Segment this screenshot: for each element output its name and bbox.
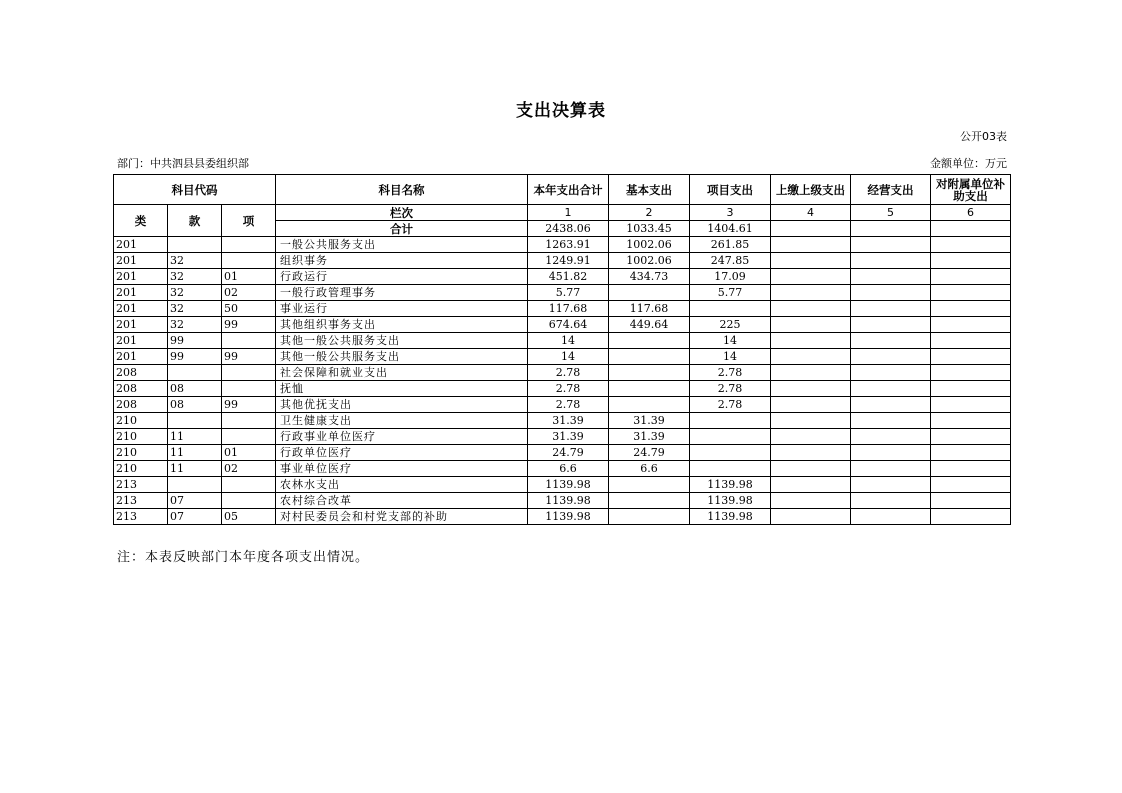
cell-total: 451.82 — [528, 269, 609, 285]
cell-name: 其他组织事务支出 — [276, 317, 528, 333]
unit-label: 金额单位：万元 — [930, 157, 1007, 170]
footnote: 注：本表反映部门本年度各项支出情况。 — [117, 550, 370, 565]
cell-kuan: 99 — [168, 333, 222, 349]
cell-kuan: 32 — [168, 285, 222, 301]
cell-total: 24.79 — [528, 445, 609, 461]
header-total: 本年支出合计 — [528, 175, 609, 205]
cell-name: 行政运行 — [276, 269, 528, 285]
cell-lei: 213 — [114, 477, 168, 493]
cell-total: 674.64 — [528, 317, 609, 333]
cell-total: 1249.91 — [528, 253, 609, 269]
cell-xiang — [222, 253, 276, 269]
cell-kuan: 99 — [168, 349, 222, 365]
cell-xiang — [222, 333, 276, 349]
empty-cell — [851, 301, 931, 317]
empty-cell — [851, 365, 931, 381]
cell-xiang — [222, 365, 276, 381]
empty-cell — [931, 349, 1011, 365]
cell-basic — [609, 493, 690, 509]
empty-cell — [771, 317, 851, 333]
cell-kuan: 08 — [168, 381, 222, 397]
col-number: 5 — [851, 205, 931, 221]
empty-cell — [851, 493, 931, 509]
cell-total: 14 — [528, 333, 609, 349]
header-project: 项目支出 — [690, 175, 771, 205]
empty-cell — [771, 413, 851, 429]
empty-cell — [931, 397, 1011, 413]
empty-cell — [851, 413, 931, 429]
total-project: 1404.61 — [690, 221, 771, 237]
empty-cell — [771, 221, 851, 237]
cell-project: 1139.98 — [690, 509, 771, 525]
cell-xiang — [222, 381, 276, 397]
empty-cell — [771, 397, 851, 413]
cell-xiang: 99 — [222, 349, 276, 365]
cell-xiang — [222, 477, 276, 493]
table-row — [114, 317, 1011, 333]
empty-cell — [771, 477, 851, 493]
cell-lei: 208 — [114, 365, 168, 381]
cell-total: 6.6 — [528, 461, 609, 477]
empty-cell — [931, 413, 1011, 429]
empty-cell — [851, 477, 931, 493]
empty-cell — [931, 253, 1011, 269]
cell-xiang — [222, 429, 276, 445]
header-xiang: 项 — [222, 205, 276, 237]
cell-kuan: 11 — [168, 429, 222, 445]
cell-project: 1139.98 — [690, 493, 771, 509]
cell-project: 247.85 — [690, 253, 771, 269]
table-row — [114, 509, 1011, 525]
empty-cell — [851, 221, 931, 237]
table-row — [114, 445, 1011, 461]
empty-cell — [771, 381, 851, 397]
empty-cell — [851, 381, 931, 397]
empty-cell — [931, 445, 1011, 461]
cell-lei: 201 — [114, 253, 168, 269]
cell-lei: 201 — [114, 317, 168, 333]
cell-total: 2.78 — [528, 365, 609, 381]
cell-basic — [609, 285, 690, 301]
empty-cell — [771, 285, 851, 301]
cell-lei: 210 — [114, 413, 168, 429]
cell-kuan: 32 — [168, 269, 222, 285]
empty-cell — [931, 509, 1011, 525]
cell-name: 事业运行 — [276, 301, 528, 317]
cell-name: 行政事业单位医疗 — [276, 429, 528, 445]
empty-cell — [771, 509, 851, 525]
cell-total: 31.39 — [528, 429, 609, 445]
empty-cell — [771, 269, 851, 285]
table-row — [114, 413, 1011, 429]
empty-cell — [931, 477, 1011, 493]
total-label: 合计 — [276, 221, 528, 237]
cell-kuan: 32 — [168, 317, 222, 333]
table-row — [114, 493, 1011, 509]
empty-cell — [771, 461, 851, 477]
total-total: 2438.06 — [528, 221, 609, 237]
cell-total: 1139.98 — [528, 477, 609, 493]
department-label: 部门：中共泗县县委组织部 — [117, 157, 249, 170]
empty-cell — [851, 317, 931, 333]
table-row — [114, 381, 1011, 397]
cell-basic: 6.6 — [609, 461, 690, 477]
cell-total: 1139.98 — [528, 509, 609, 525]
cell-xiang — [222, 413, 276, 429]
table-row — [114, 285, 1011, 301]
empty-cell — [851, 285, 931, 301]
cell-project — [690, 461, 771, 477]
header-basic: 基本支出 — [609, 175, 690, 205]
cell-name: 农村综合改革 — [276, 493, 528, 509]
header-row-2 — [114, 205, 1011, 221]
cell-xiang: 50 — [222, 301, 276, 317]
cell-lei: 201 — [114, 333, 168, 349]
cell-xiang: 99 — [222, 397, 276, 413]
cell-project — [690, 429, 771, 445]
cell-kuan: 11 — [168, 445, 222, 461]
cell-total: 1263.91 — [528, 237, 609, 253]
table-row — [114, 429, 1011, 445]
empty-cell — [851, 445, 931, 461]
cell-total: 2.78 — [528, 397, 609, 413]
cell-basic — [609, 477, 690, 493]
header-row-1 — [114, 175, 1011, 205]
empty-cell — [931, 333, 1011, 349]
col-number: 1 — [528, 205, 609, 221]
empty-cell — [931, 221, 1011, 237]
cell-lei: 210 — [114, 429, 168, 445]
empty-cell — [771, 365, 851, 381]
header-subsidy: 对附属单位补助支出 — [931, 175, 1011, 205]
form-code: 公开03表 — [960, 130, 1007, 143]
empty-cell — [771, 445, 851, 461]
table-row — [114, 301, 1011, 317]
cell-lei: 201 — [114, 237, 168, 253]
cell-name: 卫生健康支出 — [276, 413, 528, 429]
empty-cell — [851, 461, 931, 477]
cell-project — [690, 301, 771, 317]
empty-cell — [931, 317, 1011, 333]
empty-cell — [851, 333, 931, 349]
empty-cell — [931, 269, 1011, 285]
cell-xiang — [222, 493, 276, 509]
cell-project: 14 — [690, 333, 771, 349]
empty-cell — [931, 429, 1011, 445]
cell-xiang: 05 — [222, 509, 276, 525]
empty-cell — [931, 381, 1011, 397]
cell-name: 行政单位医疗 — [276, 445, 528, 461]
cell-basic — [609, 365, 690, 381]
cell-name: 事业单位医疗 — [276, 461, 528, 477]
empty-cell — [771, 333, 851, 349]
empty-cell — [851, 429, 931, 445]
empty-cell — [771, 429, 851, 445]
expenditure-table — [113, 174, 1011, 525]
cell-lei: 208 — [114, 381, 168, 397]
cell-name: 农林水支出 — [276, 477, 528, 493]
empty-cell — [931, 301, 1011, 317]
cell-basic: 24.79 — [609, 445, 690, 461]
header-lanci: 栏次 — [276, 205, 528, 221]
cell-name: 其他一般公共服务支出 — [276, 349, 528, 365]
empty-cell — [771, 493, 851, 509]
cell-kuan — [168, 365, 222, 381]
col-number: 3 — [690, 205, 771, 221]
cell-basic: 31.39 — [609, 429, 690, 445]
cell-basic: 434.73 — [609, 269, 690, 285]
header-lei: 类 — [114, 205, 168, 237]
empty-cell — [771, 349, 851, 365]
cell-lei: 201 — [114, 285, 168, 301]
cell-basic: 117.68 — [609, 301, 690, 317]
empty-cell — [931, 237, 1011, 253]
empty-cell — [931, 365, 1011, 381]
table-row — [114, 349, 1011, 365]
table-row — [114, 237, 1011, 253]
cell-kuan — [168, 477, 222, 493]
header-name: 科目名称 — [276, 175, 528, 205]
cell-kuan: 32 — [168, 253, 222, 269]
cell-project: 261.85 — [690, 237, 771, 253]
cell-basic — [609, 381, 690, 397]
header-code-group: 科目代码 — [114, 175, 276, 205]
table-row — [114, 365, 1011, 381]
table-row — [114, 269, 1011, 285]
empty-cell — [851, 269, 931, 285]
cell-basic: 1002.06 — [609, 253, 690, 269]
empty-cell — [771, 237, 851, 253]
cell-basic: 449.64 — [609, 317, 690, 333]
cell-total: 14 — [528, 349, 609, 365]
cell-basic — [609, 397, 690, 413]
cell-kuan: 11 — [168, 461, 222, 477]
cell-xiang: 01 — [222, 445, 276, 461]
col-number: 2 — [609, 205, 690, 221]
cell-lei: 201 — [114, 349, 168, 365]
cell-kuan — [168, 413, 222, 429]
col-number: 6 — [931, 205, 1011, 221]
cell-kuan: 07 — [168, 493, 222, 509]
cell-name: 其他一般公共服务支出 — [276, 333, 528, 349]
col-number: 4 — [771, 205, 851, 221]
cell-lei: 208 — [114, 397, 168, 413]
cell-lei: 210 — [114, 461, 168, 477]
cell-basic — [609, 333, 690, 349]
table-row — [114, 253, 1011, 269]
cell-project: 2.78 — [690, 381, 771, 397]
cell-project: 5.77 — [690, 285, 771, 301]
cell-lei: 201 — [114, 269, 168, 285]
empty-cell — [851, 237, 931, 253]
table-row — [114, 461, 1011, 477]
table-row — [114, 397, 1011, 413]
cell-basic — [609, 349, 690, 365]
header-kuan: 款 — [168, 205, 222, 237]
table-row — [114, 333, 1011, 349]
cell-basic: 1002.06 — [609, 237, 690, 253]
cell-total: 5.77 — [528, 285, 609, 301]
cell-total: 31.39 — [528, 413, 609, 429]
cell-project: 1139.98 — [690, 477, 771, 493]
cell-xiang — [222, 237, 276, 253]
cell-project — [690, 445, 771, 461]
empty-cell — [851, 253, 931, 269]
cell-total: 1139.98 — [528, 493, 609, 509]
empty-cell — [851, 397, 931, 413]
cell-kuan: 32 — [168, 301, 222, 317]
cell-project: 14 — [690, 349, 771, 365]
cell-kuan — [168, 237, 222, 253]
cell-name: 抚恤 — [276, 381, 528, 397]
cell-kuan: 07 — [168, 509, 222, 525]
cell-xiang: 01 — [222, 269, 276, 285]
empty-cell — [931, 285, 1011, 301]
total-basic: 1033.45 — [609, 221, 690, 237]
empty-cell — [851, 509, 931, 525]
cell-project: 17.09 — [690, 269, 771, 285]
header-business: 经营支出 — [851, 175, 931, 205]
cell-kuan: 08 — [168, 397, 222, 413]
cell-project: 2.78 — [690, 365, 771, 381]
empty-cell — [851, 349, 931, 365]
cell-total: 117.68 — [528, 301, 609, 317]
cell-xiang: 02 — [222, 461, 276, 477]
cell-xiang: 99 — [222, 317, 276, 333]
cell-name: 一般行政管理事务 — [276, 285, 528, 301]
empty-cell — [931, 493, 1011, 509]
cell-lei: 201 — [114, 301, 168, 317]
page-title: 支出决算表 — [516, 101, 606, 121]
cell-lei: 213 — [114, 509, 168, 525]
cell-basic — [609, 509, 690, 525]
cell-name: 一般公共服务支出 — [276, 237, 528, 253]
cell-name: 社会保障和就业支出 — [276, 365, 528, 381]
empty-cell — [931, 461, 1011, 477]
cell-project: 225 — [690, 317, 771, 333]
empty-cell — [771, 301, 851, 317]
header-upper: 上缴上级支出 — [771, 175, 851, 205]
cell-lei: 213 — [114, 493, 168, 509]
cell-name: 其他优抚支出 — [276, 397, 528, 413]
cell-name: 组织事务 — [276, 253, 528, 269]
cell-lei: 210 — [114, 445, 168, 461]
cell-xiang: 02 — [222, 285, 276, 301]
cell-total: 2.78 — [528, 381, 609, 397]
cell-project — [690, 413, 771, 429]
cell-name: 对村民委员会和村党支部的补助 — [276, 509, 528, 525]
table-row — [114, 477, 1011, 493]
empty-cell — [771, 253, 851, 269]
cell-basic: 31.39 — [609, 413, 690, 429]
cell-project: 2.78 — [690, 397, 771, 413]
